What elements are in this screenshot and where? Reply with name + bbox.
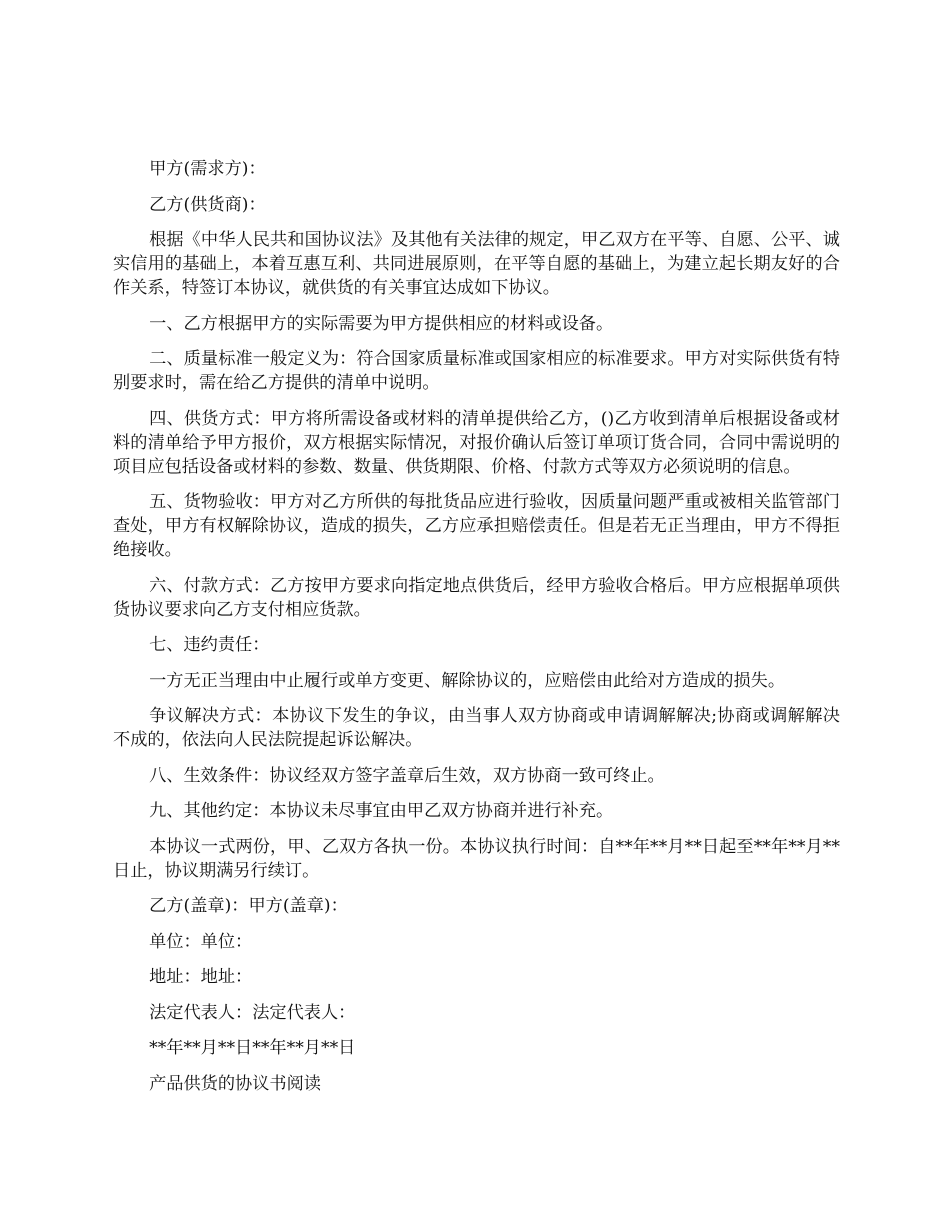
- document-footer-title: 产品供货的协议书阅读: [149, 1073, 321, 1094]
- copies-and-term: 本协议一式两份，甲、乙双方各执一份。本协议执行时间：自**年**月**日起至**年**月**日止，协议期满另行续订。: [113, 836, 840, 881]
- signature-date-line: **年**月**日**年**月**日: [149, 1038, 356, 1058]
- clause-5-inspection: 五、货物验收：甲方对乙方所供的每批货品应进行验收，因质量问题严重或被相关监管部门查处，甲方有权解除协议，造成的损失，乙方应承担赔偿责任。但是若无正当理由，甲方不得拒绝接收。: [113, 492, 840, 560]
- clause-4-supply-method: 四、供货方式：甲方将所需设备或材料的清单提供给乙方，()乙方收到清单后根据设备或材料的清单给予甲方报价，双方根据实际情况，对报价确认后签订单项订货合同，合同中需说明的项目应包括设备或材料的参数、数量、供货期限、价格、付款方式等双方必须说明的信息。: [113, 408, 840, 477]
- preamble-paragraph: 根据《中华人民共和国协议法》及其他有关法律的规定，甲乙双方在平等、自愿、公平、诚实信用的基础上，本着互惠互利、共同进展原则，在平等自愿的基础上，为建立起长期友好的合作关系，特签订本协议，就供货的有关事宜达成如下协议。: [113, 230, 840, 298]
- clause-8-effectiveness: 八、生效条件：协议经双方签字盖章后生效，双方协商一致可终止。: [149, 765, 665, 786]
- party-a-line: 甲方(需求方)：: [149, 159, 266, 179]
- clause-7-liability-heading: 七、违约责任：: [149, 635, 270, 655]
- dispute-resolution: 争议解决方式：本协议下发生的争议，由当事人双方协商或申请调解解决;协商或调解解决不成的，依法向人民法院提起诉讼解决。: [113, 706, 840, 750]
- agreement-body: [113, 157, 840, 1107]
- signature-representative-line: 法定代表人：法定代表人：: [149, 1002, 356, 1023]
- clause-1: 一、乙方根据甲方的实际需要为甲方提供相应的材料或设备。: [149, 313, 614, 334]
- clause-6-payment: 六、付款方式：乙方按甲方要求向指定地点供货后，经甲方验收合格后。甲方应根据单项供货协议要求向乙方支付相应货款。: [113, 575, 840, 620]
- clause-2-quality: 二、质量标准一般定义为：符合国家质量标准或国家相应的标准要求。甲方对实际供货有特别要求时，需在给乙方提供的清单中说明。: [113, 349, 840, 393]
- clause-7-liability-text: 一方无正当理由中止履行或单方变更、解除协议的，应赔偿由此给对方造成的损失。: [149, 670, 786, 691]
- party-b-line: 乙方(供货商)：: [149, 194, 266, 215]
- clause-9-other: 九、其他约定：本协议未尽事宜由甲乙双方协商并进行补充。: [149, 801, 614, 821]
- signature-seal-line: 乙方(盖章)：甲方(盖章)：: [149, 896, 348, 916]
- signature-unit-line: 单位：单位：: [149, 931, 253, 952]
- signature-address-line: 地址：地址：: [149, 967, 253, 987]
